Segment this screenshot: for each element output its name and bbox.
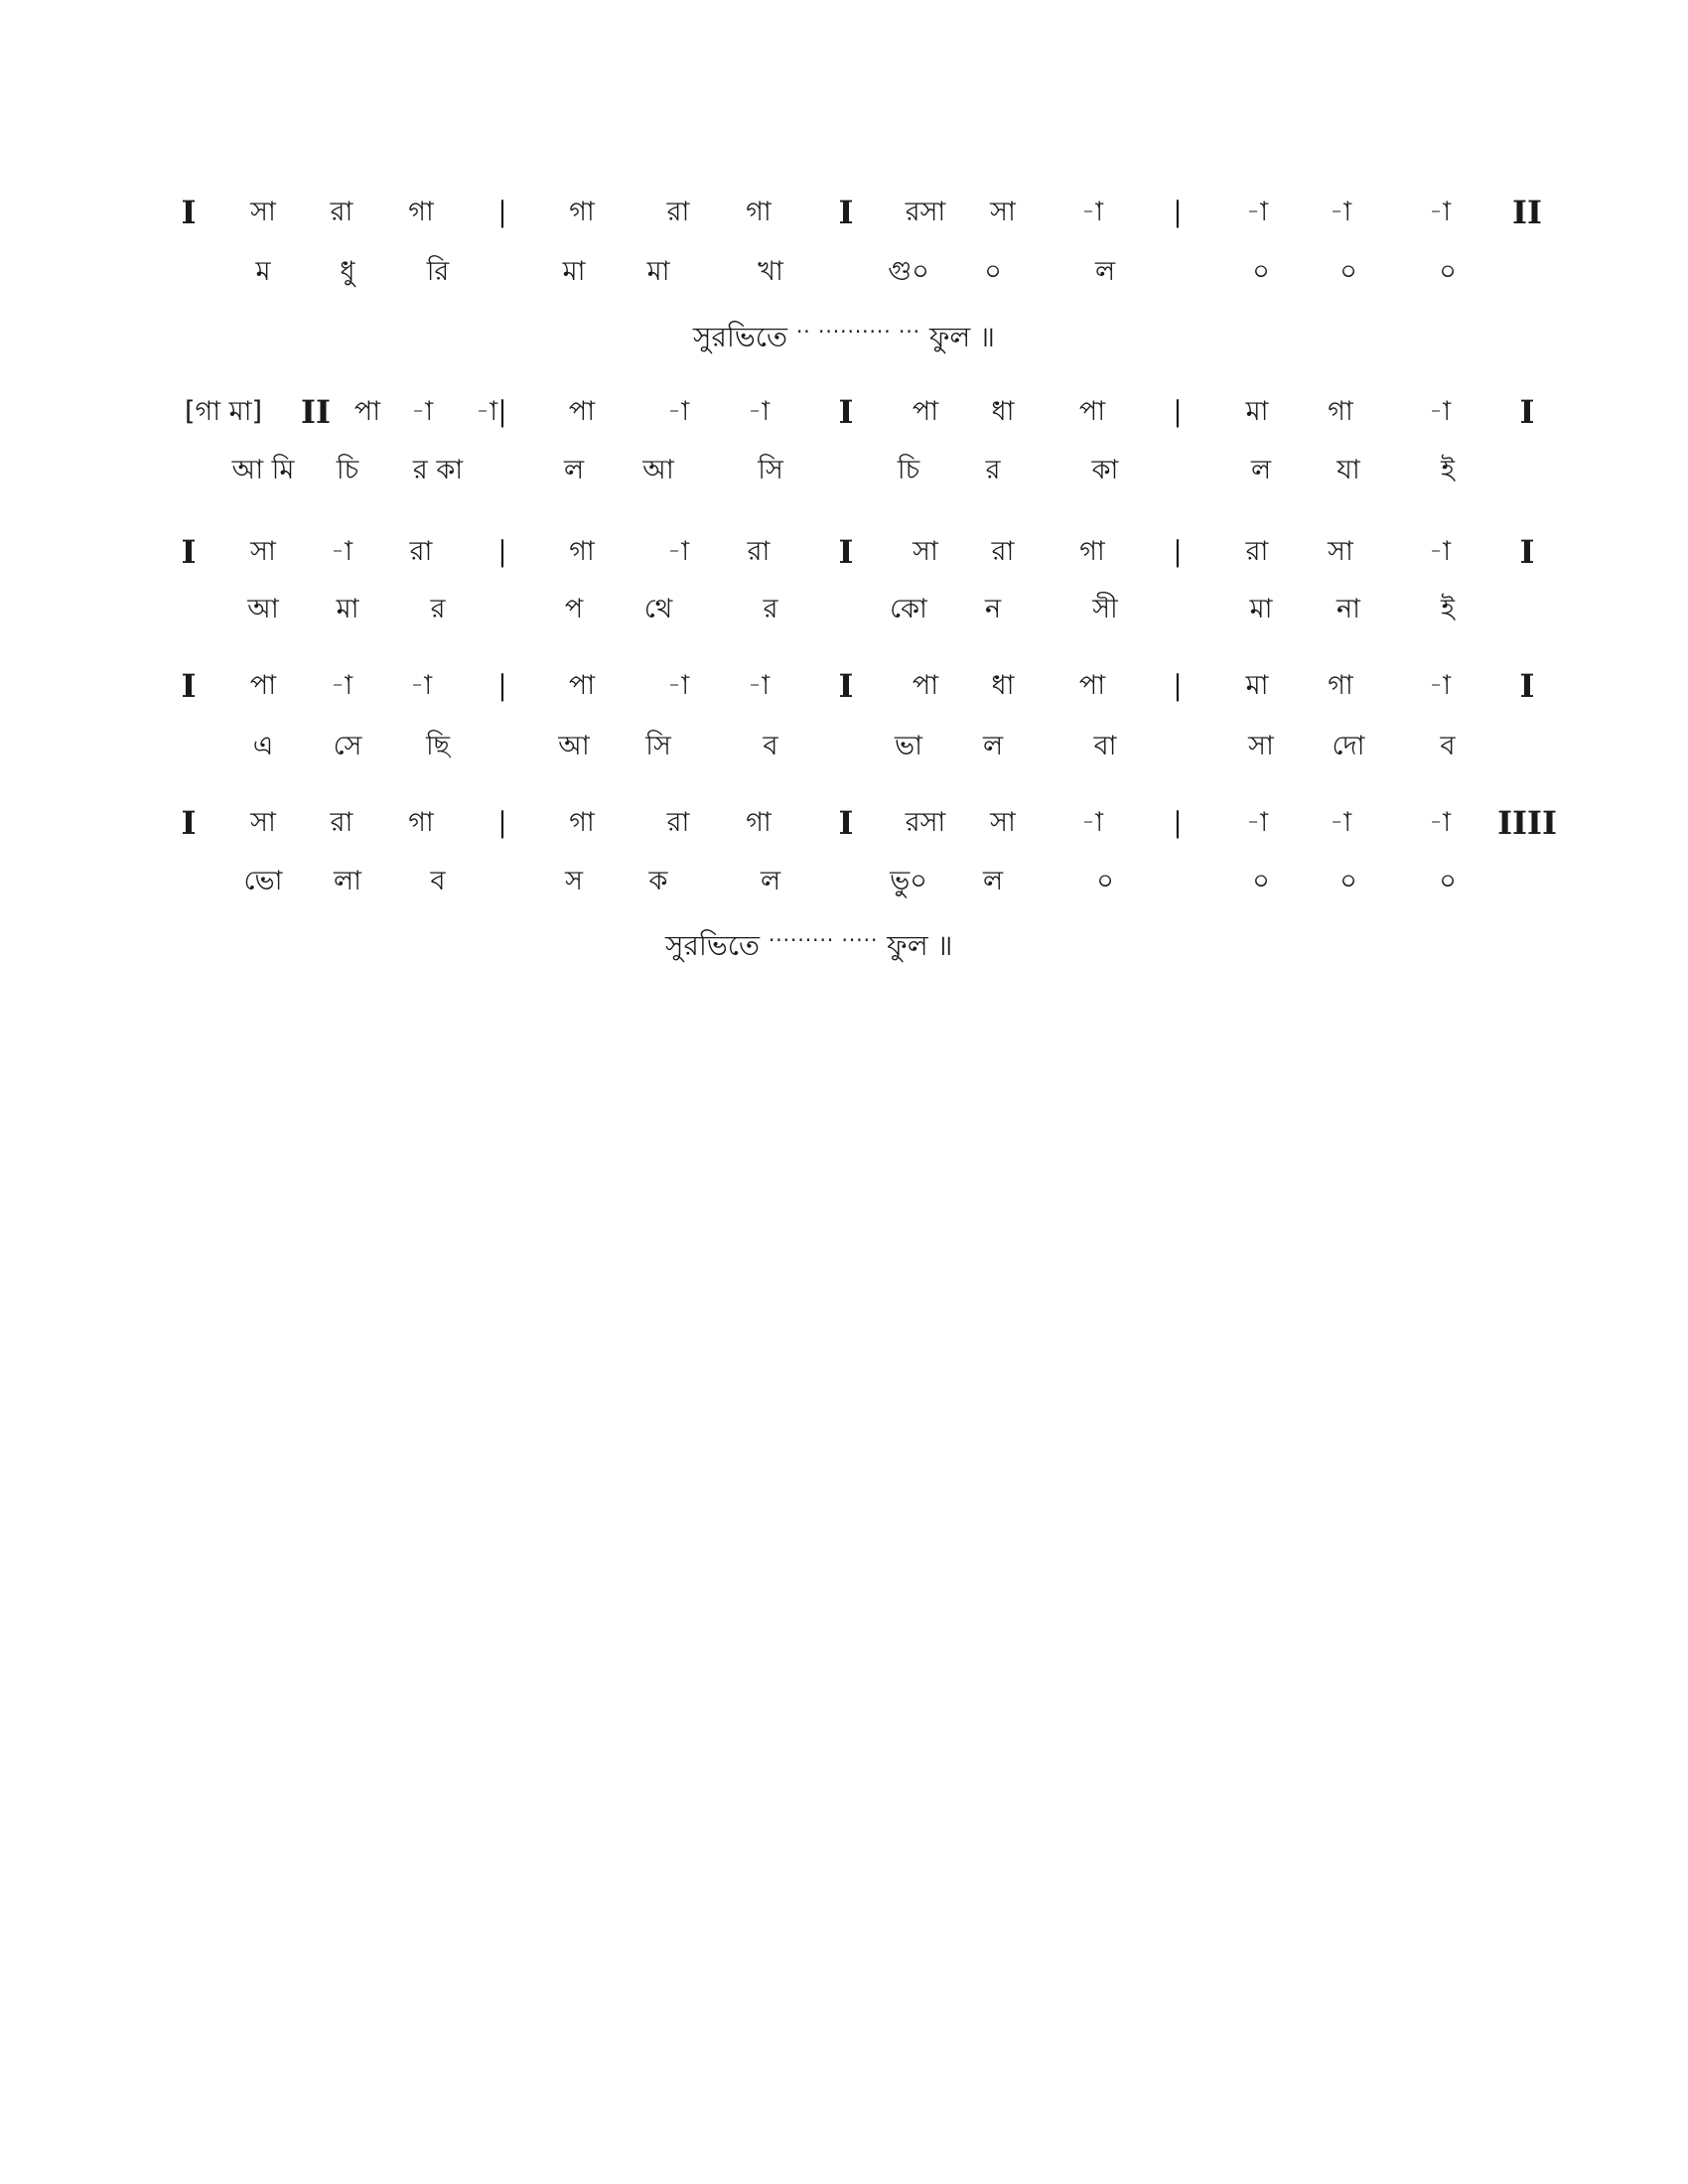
swara-note: গা bbox=[569, 807, 595, 838]
repeat-mark: ॥ bbox=[979, 321, 996, 353]
bar-line: | bbox=[1173, 669, 1183, 702]
lyric-syllable: র bbox=[985, 455, 1001, 485]
lyric-syllable: মা bbox=[562, 256, 586, 287]
swara-row bbox=[0, 801, 1688, 845]
lyric-syllable: ০ bbox=[984, 256, 1002, 287]
swara-note: -া bbox=[1428, 536, 1452, 567]
swara-note: -া bbox=[1080, 807, 1104, 838]
swara-note: রসা bbox=[905, 807, 946, 838]
lyric-row bbox=[0, 860, 1688, 903]
swara-note: গা bbox=[746, 197, 772, 227]
lyric-syllable: র bbox=[763, 594, 778, 624]
swara-note: ধা bbox=[991, 670, 1015, 701]
refrain-line bbox=[693, 310, 995, 359]
lyric-syllable: সি bbox=[758, 455, 783, 485]
swara-note: গা bbox=[408, 197, 434, 227]
swara-note: -া bbox=[1245, 197, 1269, 227]
swara-note: রা bbox=[330, 197, 353, 227]
bar-line: I bbox=[1519, 667, 1535, 705]
refrain-end: ফুল bbox=[887, 929, 928, 962]
lyric-syllable: লা bbox=[334, 866, 361, 896]
swara-note: -া bbox=[666, 670, 690, 701]
swara-note: -া bbox=[475, 396, 498, 427]
swara-row bbox=[0, 530, 1688, 574]
lyric-syllable: ল bbox=[760, 866, 781, 896]
lyric-syllable: আ মি bbox=[231, 455, 295, 485]
lyric-syllable: ল bbox=[563, 455, 585, 485]
lyric-syllable: না bbox=[1336, 594, 1360, 624]
swara-note: সা bbox=[250, 536, 276, 567]
bar-line: | bbox=[497, 535, 507, 568]
lyric-syllable: ছি bbox=[425, 731, 451, 761]
lyric-syllable: সী bbox=[1092, 594, 1118, 624]
lyric-syllable: ক bbox=[648, 866, 668, 896]
refrain-end: ফুল bbox=[928, 321, 971, 353]
lyric-syllable: ০ bbox=[1252, 866, 1270, 896]
swara-note: গা bbox=[569, 536, 595, 567]
bar-line: | bbox=[497, 395, 507, 428]
bar-line: I bbox=[181, 667, 197, 705]
lyric-row bbox=[0, 449, 1688, 492]
bar-line: I bbox=[1519, 533, 1535, 571]
swara-note: -া bbox=[1428, 670, 1452, 701]
bar-line: IIII bbox=[1497, 804, 1557, 842]
swara-note: -া bbox=[330, 670, 353, 701]
lyric-syllable: কো bbox=[890, 594, 927, 624]
bar-line: | bbox=[1173, 395, 1183, 428]
lyric-syllable: মা bbox=[336, 594, 359, 624]
lyric-syllable: ব bbox=[763, 731, 778, 761]
swara-note: ধা bbox=[991, 396, 1015, 427]
swara-note: গা bbox=[1328, 670, 1353, 701]
lyric-syllable: ই bbox=[1440, 594, 1456, 624]
lyric-syllable: সা bbox=[1248, 731, 1274, 761]
refrain-line bbox=[665, 918, 952, 968]
swara-note: -া bbox=[410, 396, 434, 427]
swara-note: গা bbox=[746, 807, 772, 838]
swara-note: -া bbox=[1329, 807, 1352, 838]
lyric-syllable: বা bbox=[1093, 731, 1117, 761]
swara-note: -া bbox=[666, 396, 690, 427]
swara-note: পা bbox=[912, 670, 939, 701]
bar-line: | bbox=[1173, 806, 1183, 839]
lyric-syllable: ব bbox=[430, 866, 446, 896]
swara-note: সা bbox=[1328, 536, 1353, 567]
bar-line: | bbox=[497, 669, 507, 702]
swara-note: গা bbox=[408, 807, 434, 838]
lyric-syllable: সি bbox=[645, 731, 671, 761]
swara-note: সা bbox=[913, 536, 938, 567]
lyric-syllable: চি bbox=[336, 455, 359, 485]
lyric-syllable: আ bbox=[642, 455, 674, 485]
bar-line: | bbox=[1173, 196, 1183, 228]
bar-line: II bbox=[301, 393, 331, 431]
bar-line: I bbox=[838, 667, 854, 705]
lyric-syllable: প bbox=[564, 594, 584, 624]
swara-note: -া bbox=[1428, 396, 1452, 427]
swara-note: রা bbox=[747, 536, 771, 567]
swara-note: -া bbox=[1245, 807, 1269, 838]
lyric-syllable: থে bbox=[643, 594, 673, 624]
swara-note: -া bbox=[747, 396, 771, 427]
swara-note: -া bbox=[1428, 807, 1452, 838]
bar-line: | bbox=[1173, 535, 1183, 568]
bar-line: I bbox=[838, 533, 854, 571]
swara-note: রা bbox=[991, 536, 1015, 567]
swara-note: পা bbox=[912, 396, 939, 427]
bar-line: I bbox=[181, 533, 197, 571]
swara-note: রসা bbox=[905, 197, 946, 227]
lyric-syllable: ০ bbox=[1439, 256, 1457, 287]
bar-line: II bbox=[1512, 194, 1542, 231]
bar-line: I bbox=[838, 393, 854, 431]
swara-note: মা bbox=[1245, 396, 1269, 427]
lyric-syllable: ন bbox=[984, 594, 1002, 624]
swara-note: পা bbox=[1078, 396, 1106, 427]
swara-note: গা bbox=[1328, 396, 1353, 427]
swara-note: রা bbox=[666, 197, 690, 227]
bar-line: I bbox=[838, 194, 854, 231]
swara-note: মা bbox=[1245, 670, 1269, 701]
lyric-syllable: র bbox=[430, 594, 446, 624]
lyric-syllable: গু০ bbox=[888, 256, 929, 287]
swara-note: রা bbox=[1245, 536, 1269, 567]
repeat-mark: ॥ bbox=[936, 929, 953, 962]
swara-note: পা bbox=[568, 670, 596, 701]
bar-line: I bbox=[181, 804, 197, 842]
refrain-dots: ········· ····· bbox=[768, 928, 879, 952]
swara-note: সা bbox=[250, 807, 276, 838]
lyric-syllable: ০ bbox=[1252, 256, 1270, 287]
lyric-syllable: ল bbox=[982, 731, 1004, 761]
swara-note: -া bbox=[1329, 197, 1352, 227]
lyric-syllable: দো bbox=[1332, 731, 1365, 761]
lyric-syllable: চি bbox=[897, 455, 920, 485]
swara-note: সা bbox=[990, 807, 1016, 838]
refrain-start: সুরভিতে bbox=[665, 929, 761, 962]
swara-note: সা bbox=[250, 197, 276, 227]
lyric-syllable: সে bbox=[333, 731, 362, 761]
swara-note: -া bbox=[409, 670, 433, 701]
swara-note: সা bbox=[990, 197, 1016, 227]
bar-line: I bbox=[838, 804, 854, 842]
swara-note: গা bbox=[569, 197, 595, 227]
lyric-row bbox=[0, 588, 1688, 631]
bar-line: I bbox=[181, 194, 197, 231]
swara-note: -া bbox=[330, 536, 353, 567]
lyric-syllable: ল bbox=[1094, 256, 1116, 287]
lyric-syllable: খা bbox=[758, 256, 783, 287]
lyric-syllable: আ bbox=[558, 731, 590, 761]
lyric-row bbox=[0, 725, 1688, 768]
lyric-syllable: ম bbox=[255, 256, 271, 287]
lyric-syllable: র কা bbox=[412, 455, 464, 485]
lyric-row bbox=[0, 250, 1688, 294]
lyric-syllable: স bbox=[565, 866, 583, 896]
lyric-syllable: ই bbox=[1440, 455, 1456, 485]
swara-note: গা bbox=[1079, 536, 1105, 567]
lyric-syllable: যা bbox=[1336, 455, 1360, 485]
refrain-start: সুরভিতে bbox=[693, 321, 788, 353]
swara-row bbox=[0, 390, 1688, 434]
bar-line: I bbox=[1519, 393, 1535, 431]
refrain-dots: ·· ·········· ··· bbox=[795, 320, 921, 343]
swara-note: পা bbox=[353, 396, 381, 427]
lyric-syllable: ভা bbox=[895, 731, 922, 761]
lyric-syllable: ০ bbox=[1339, 866, 1357, 896]
lyric-syllable: ০ bbox=[1439, 866, 1457, 896]
swara-row bbox=[0, 191, 1688, 234]
swara-note: -া bbox=[1080, 197, 1104, 227]
lyric-syllable: মা bbox=[1249, 594, 1273, 624]
swara-note: -া bbox=[1428, 197, 1452, 227]
lyric-syllable: ল bbox=[1250, 455, 1272, 485]
swara-note: রা bbox=[409, 536, 433, 567]
swara-note: পা bbox=[249, 670, 277, 701]
lead-notes: [গা মা] bbox=[185, 396, 262, 427]
lyric-syllable: আ bbox=[247, 594, 279, 624]
lyric-syllable: ০ bbox=[1096, 866, 1114, 896]
lyric-syllable: ব bbox=[1440, 731, 1456, 761]
lyric-syllable: কা bbox=[1091, 455, 1119, 485]
lyric-syllable: ভো bbox=[243, 866, 283, 896]
swara-note: রা bbox=[666, 807, 690, 838]
lyric-syllable: ল bbox=[982, 866, 1004, 896]
swara-note: -া bbox=[666, 536, 690, 567]
swara-row bbox=[0, 664, 1688, 708]
swara-note: রা bbox=[330, 807, 353, 838]
lyric-syllable: রি bbox=[426, 256, 450, 287]
swara-note: পা bbox=[1078, 670, 1106, 701]
swara-note: -া bbox=[747, 670, 771, 701]
bar-line: | bbox=[497, 196, 507, 228]
lyric-syllable: ভু০ bbox=[890, 866, 927, 896]
bar-line: | bbox=[497, 806, 507, 839]
lyric-syllable: মা bbox=[646, 256, 670, 287]
lyric-syllable: ০ bbox=[1339, 256, 1357, 287]
lyric-syllable: এ bbox=[252, 731, 274, 761]
lyric-syllable: ধু bbox=[340, 256, 355, 287]
swara-note: পা bbox=[568, 396, 596, 427]
